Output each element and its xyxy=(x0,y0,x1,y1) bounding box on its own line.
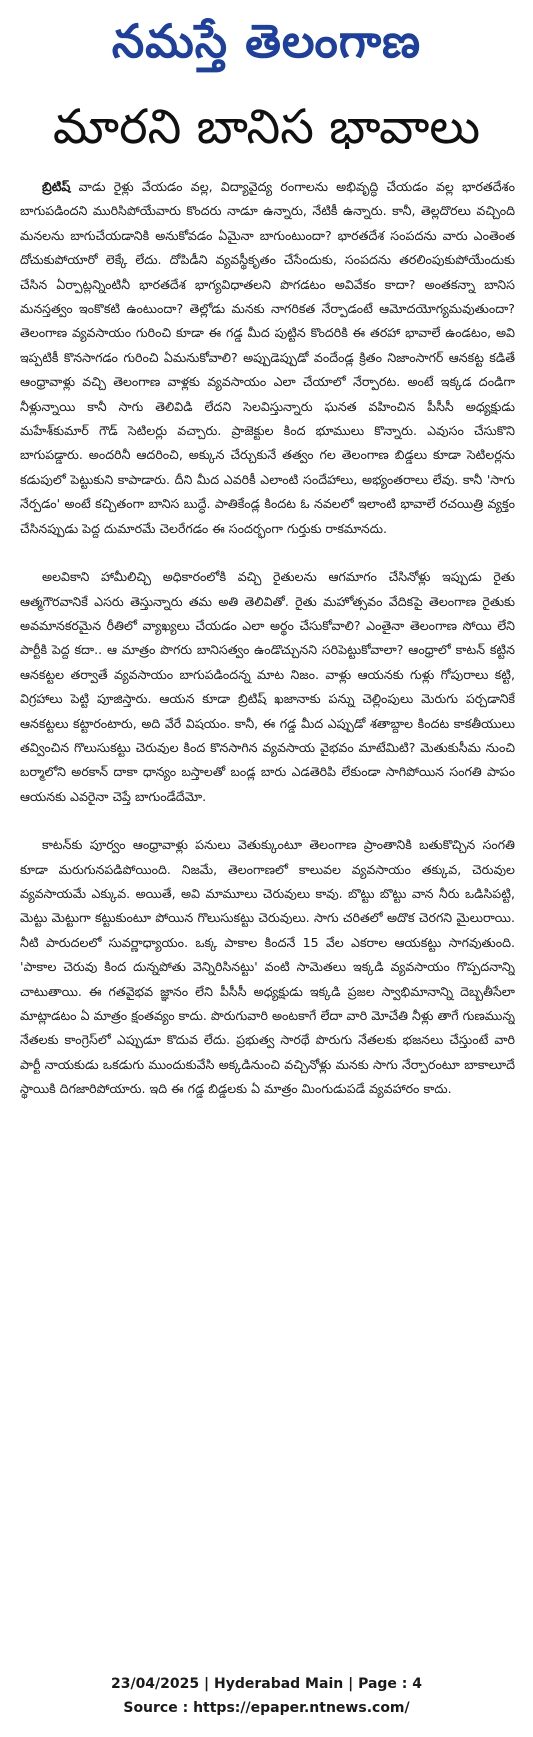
article-body xyxy=(20,175,515,1625)
paragraph-text: అలవికాని హామీలిచ్చి అధికారంలోకి వచ్చి రైతులను ఆగమాగం చేసినోళ్లు ఇప్పుడు రైతు ఆత్మగౌరవానికే ఎసరు తెస్తున్నారు తమ అతి తెలివితో. రైతు మహోత్సవం వేదికపై తెలంగాణ రైతుకు అవమానకరమైన రీతిలో వ్యాఖ్యలు చేయడం ఎలా అర్థం చేసుకోవాలి? ఎంతైనా తెలంగాణ సోయి లేని పార్టీకి పెద్ద కదా.. ఆ మాత్రం పొగరు బానిసత్వం ఉండొచ్చునని సరిపెట్టుకోవాలా? ఆంధ్రాలో కాటన్ కట్టిన ఆనకట్టల తర్వాతే వ్యవసాయం బాగుపడిందన్న మాట నిజం. వాళ్లు ఆయనకు గుళ్లు గోపురాలు కట్టి, విగ్రహాలు పెట్టి పూజిస్తారు. ఆయన కూడా బ్రిటిష్ ఖజానాకు పన్ను చెల్లింపులు మెరుగు పర్చడానికే ఆనకట్టలు కట్టారంటారు, అది వేరే విషయం. కానీ, ఈ గడ్డ మీద ఎప్పుడో శతాబ్దాల కిందట కాకతీయులు తవ్వించిన గొలుసుకట్టు చెరువుల కింద కొనసాగిన వ్యవసాయ వైభవం మాటేమిటి? మెతుకుసీమ నుంచి బర్మాలోని అరకాన్ దాకా ధాన్యం బస్తాలతో బండ్ల బారు ఎడతెరిపి లేకుండా సాగిపోయిన సంగతి పాపం ఆయనకు ఎవరైనా చెప్తే బాగుండేదేమో. xyxy=(20,569,515,804)
source-link[interactable]: Source : https://epaper.ntnews.com/ xyxy=(123,1700,410,1716)
lead-word: బ్రిటిష్ xyxy=(42,179,71,194)
article-paragraph-1 xyxy=(20,175,515,541)
edition-info: 23/04/2025 | Hyderabad Main | Page : 4 xyxy=(110,1676,423,1692)
article-paragraph-3 xyxy=(20,833,515,1101)
article-headline: మారని బానిస భావాలు xyxy=(52,99,481,155)
masthead-logo: నమస్తే తెలంగాణ xyxy=(111,14,422,68)
paragraph-text: కాటన్‌కు పూర్వం ఆంధ్రావాళ్లు పనులు వెతుక్కుంటూ తెలంగాణ ప్రాంతానికి బతుకొచ్చిన సంగతి కూడా మరుగునపడిపోయింది. నిజమే, తెలంగాణలో కాలువల వ్యవసాయం తక్కువ, చెరువుల వ్యవసాయమే ఎక్కువ. అయితే, అవి మామూలు చెరువులు కావు. బొట్టు బొట్టు వాన నీరు ఒడిసిపట్టి, మెట్టు మెట్టుగా కట్టుకుంటూ పోయిన గొలుసుకట్టు చెరువులు. సాగు చరితలో అదొక చెరగని మైలురాయి. నీటి పారుదలలో సువర్ణాధ్యాయం. ఒక్క పాకాల కిందనే 15 వేల ఎకరాల ఆయకట్టు సాగవుతుంది. 'పాకాల చెరువు కింద దున్నపోతు వెన్నిరిసినట్టు' వంటి సామెతలు ఇక్కడి వ్యవసాయం గొప్పదనాన్ని చాటుతాయి. ఈ గతవైభవ జ్ఞానం లేని పీసీసీ అధ్యక్షుడు ఇక్కడి ప్రజల స్వాభిమానాన్ని దెబ్బతీసేలా మాట్లాడటం ఏ మాత్రం క్షంతవ్యం కాదు. పొరుగువారి అంటకాగే లేదా వారి మోచేతి నీళ్లు తాగే గుణమున్న నేతలకు కాంగ్రెస్‌లో ఎప్పుడూ కొదువ లేదు. ప్రభుత్వ సారథే పొరుగు నేతలకు భజనలు చేస్తుంటే వారి పార్టీ నాయకుడు ఒకడుగు ముందుకువేసి అక్కడినుంచి వచ్చినోళ్లు మనకు సాగు నేర్పారంటూ బాకాలూదే స్థాయికి దిగజారిపోయారు. ఇది ఈ గడ్డ బిడ్డలకు ఏ మాత్రం మింగుడుపడే వ్యవహారం కాదు. xyxy=(20,837,515,1097)
article-paragraph-2 xyxy=(20,565,515,809)
paragraph-text: వాడు రైళ్లు వేయడం వల్ల, విద్యావైద్య రంగాలను అభివృద్ధి చేయడం వల్ల భారతదేశం బాగుపడిందని మురిసిపోయేవారు కొందరు నాడూ ఉన్నారు, నేటికీ ఉన్నారు. కానీ, తెల్లదొరలు వచ్చింది మనలను బాగుచేయడానికి అనుకోవడం ఏమైనా బాగుంటుందా? భారతదేశ సంపదను వారు ఎంతెంత దోచుకుపోయారో లెక్కే లేదు. దోపిడీని వ్యవస్థీకృతం చేసేందుకు, సంపదను తరలింపుకుపోయేందుకు చేసిన ఏర్పాట్లన్నింటినీ భారతదేశ భాగ్యవిధాతలని పొగడటం అవివేకం కాదా? అంతకన్నా బానిస మనస్తత్వం ఇంకొకటి ఉంటుందా? తెల్లోడు మనకు నాగరికత నేర్పాడంటే ఆమోదయోగ్యమవుతుందా? తెలంగాణ వ్యవసాయం గురించి కూడా ఈ గడ్డ మీద పుట్టిన కొందరికి ఈ తరహా భావాలే ఉండటం, అవి ఇప్పటికీ కొనసాగడం గురించి ఏమనుకోవాలి? అప్పుడెప్పుడో వందేండ్ల క్రితం నిజాంసాగర్ ఆనకట్ట కడితే ఆంధ్రావాళ్లు వచ్చి తెలంగాణ వాళ్లకు వ్యవసాయం ఎలా చేయాలో నేర్పారట. అంటే ఇక్కడ దండిగా నీళ్లున్నాయి కానీ సాగు తెలివిడి లేదని సెలవిస్తున్నారు ఘనత వహించిన పీసీసీ అధ్యక్షుడు మహేశ్‌కుమార్ గౌడ్ సెటిలర్లు వచ్చారు. ప్రాజెక్టుల కింద భూములు కొన్నారు. ఎవుసం చేసుకొని బాగుపడ్డారు. అందరినీ ఆదరించి, అక్కున చేర్చుకునే తత్వం గల తెలంగాణ బిడ్డలు కూడా సెటిలర్లను కడుపులో పెట్టుకుని కాపాడారు. దీని మీద ఎవరికీ ఎలాంటి సందేహాలు, అభ్యంతరాలు లేవు. కానీ 'సాగు నేర్పడం' అంటే కచ్చితంగా బానిస బుద్ధే. పాతికేండ్ల కిందట ఓ నవలలో ఇలాంటి భావాలే రచయిత్రి వ్యక్తం చేసినప్పుడు పెద్ద దుమారమే చెలరేగడం ఈ సందర్భంగా గుర్తుకు రాకమానదు. xyxy=(20,179,515,536)
